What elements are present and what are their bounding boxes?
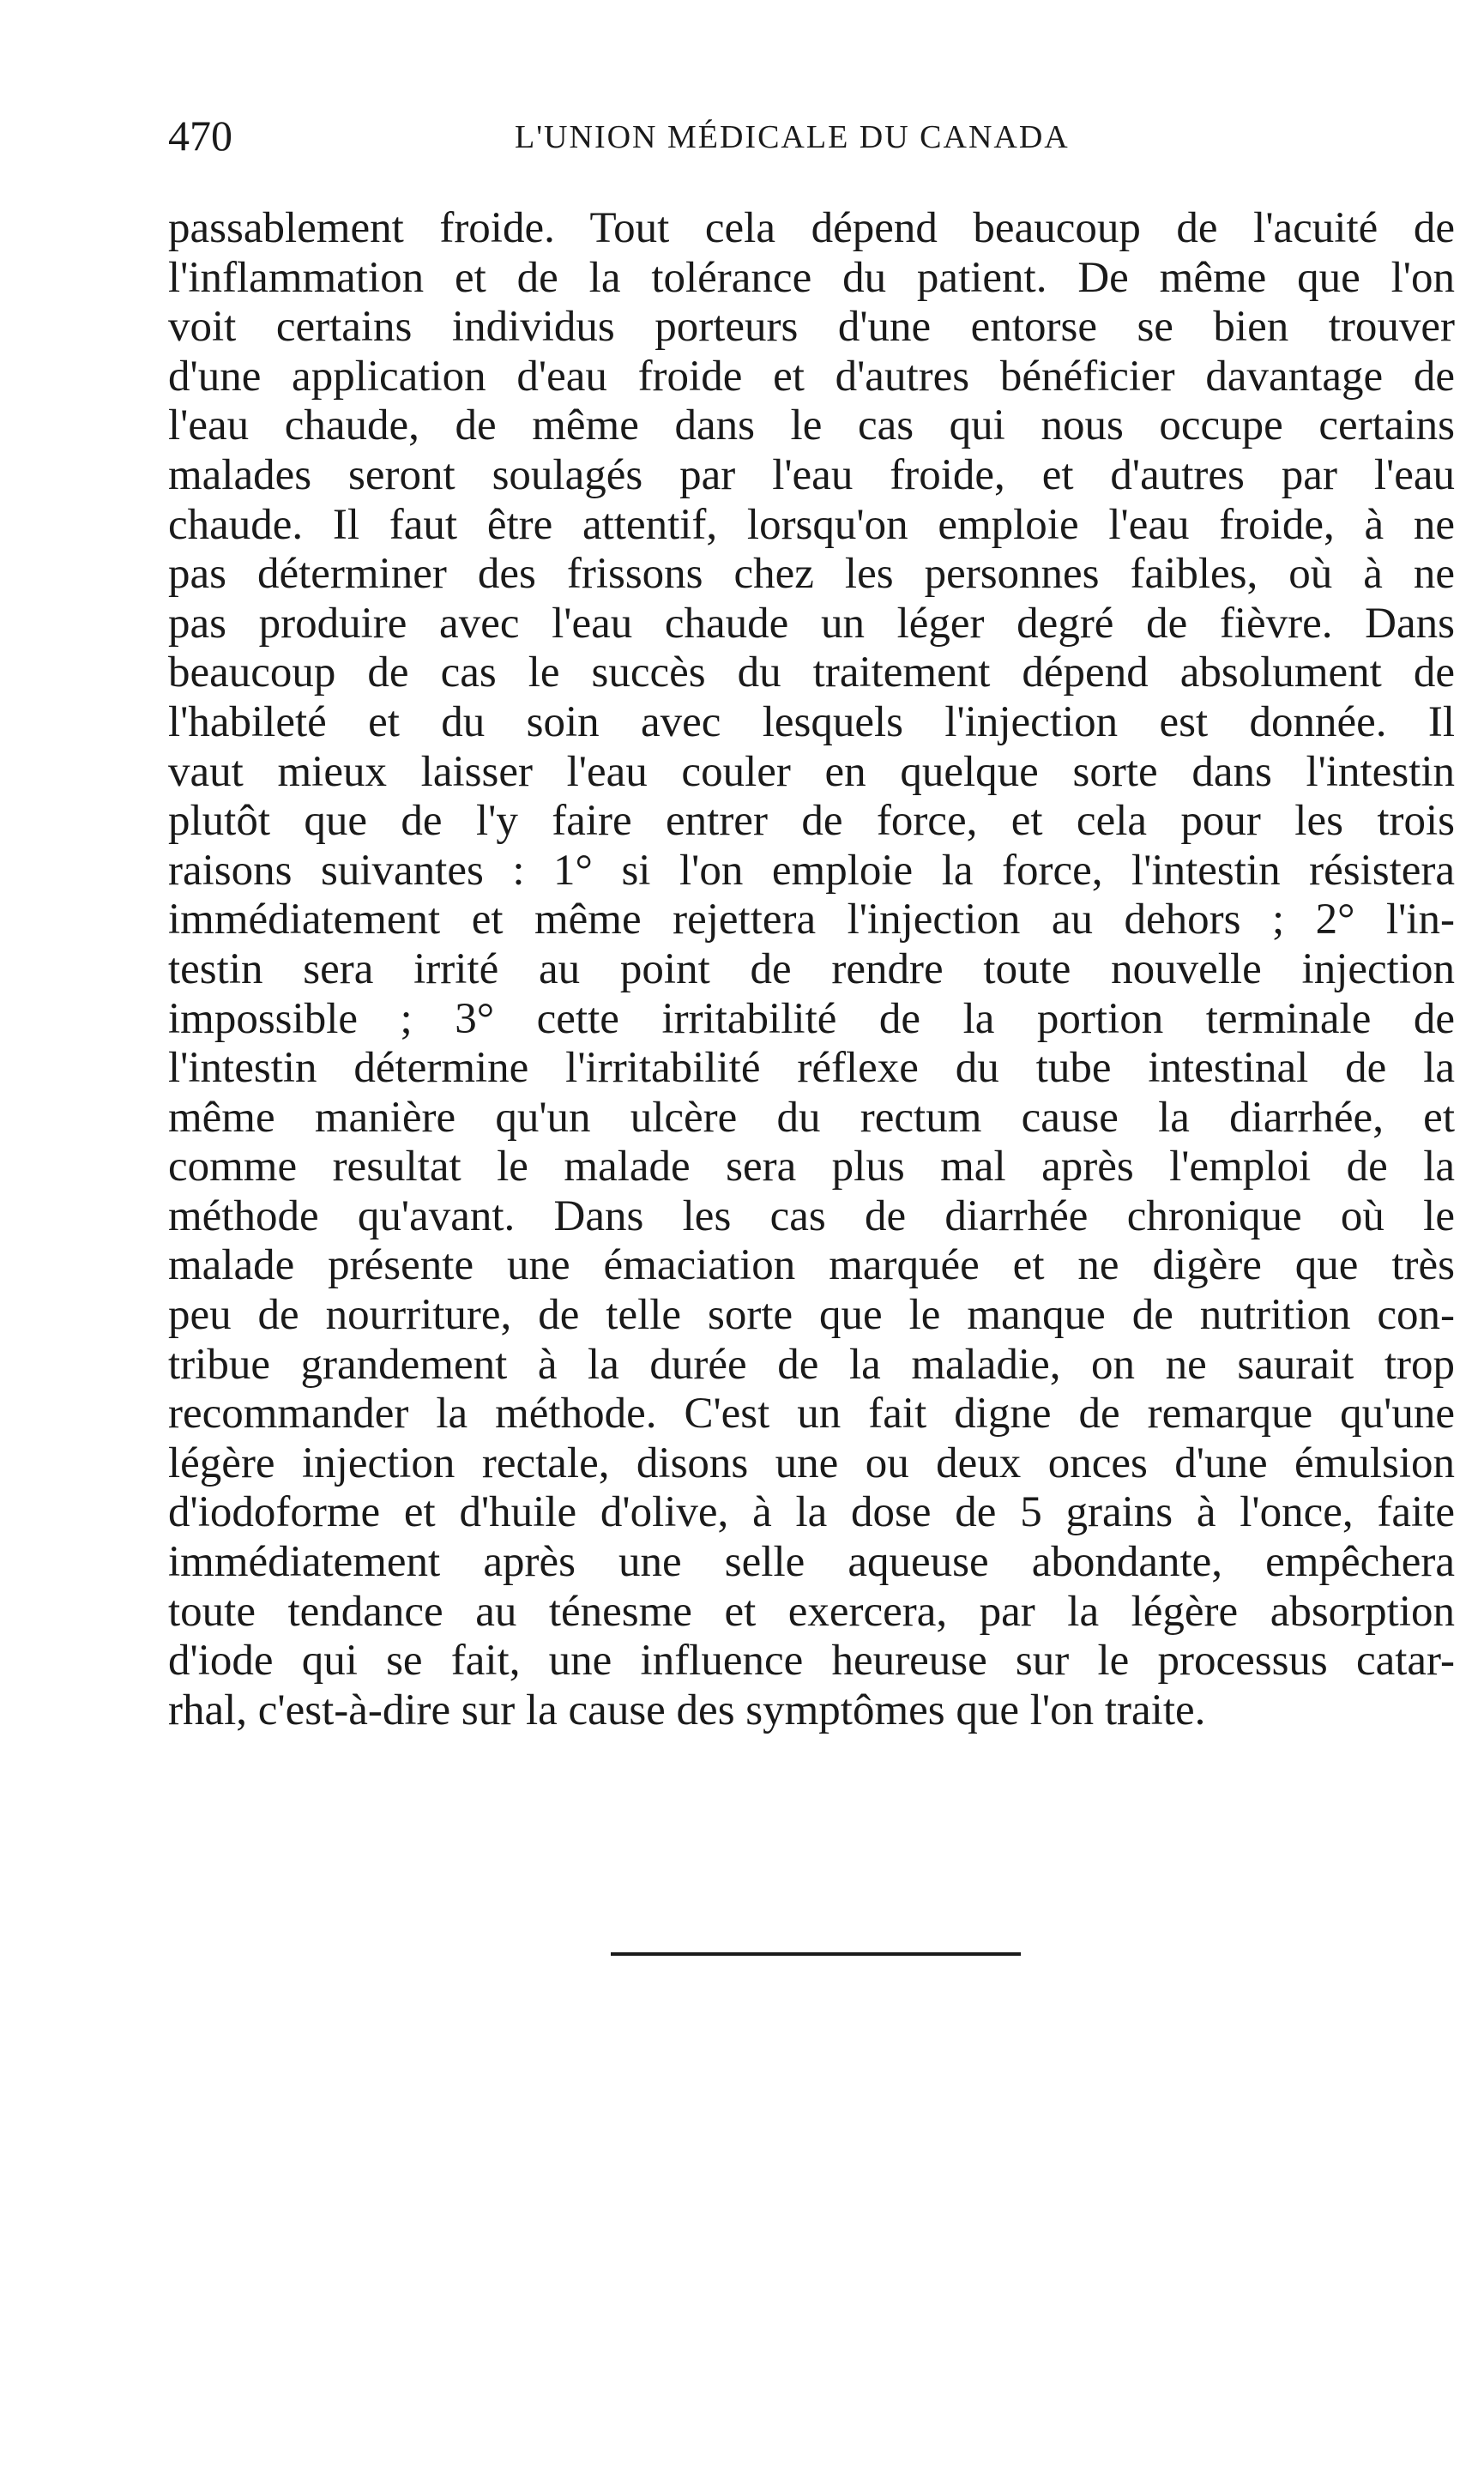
text-line: voit certains individus porteurs d'une entorse se bien trouver [168,303,1455,352]
text-line: plutôt que de l'y faire entrer de force, et cela pour les trois [168,797,1455,846]
text-line: malades seront soulagés par l'eau froide, et d'autres par l'eau [168,450,1455,499]
text-line: chaude. Il faut être attentif, lorsqu'on emploie l'eau froide, à ne [168,500,1455,549]
text-line: raisons suivantes : 1° si l'on emploie la force, l'intestin résistera [168,846,1455,895]
text-line: impossible ; 3° cette irritabilité de la portion terminale de [168,994,1455,1043]
text-line: beaucoup de cas le succès du traitement dépend absolument de [168,648,1455,697]
page-header [168,110,1455,161]
text-line: méthode qu'avant. Dans les cas de diarrhée chronique où le [168,1191,1455,1240]
text-line: pas produire avec l'eau chaude un léger degré de fièvre. Dans [168,599,1455,648]
text-line: comme resultat le malade sera plus mal après l'emploi de la [168,1143,1455,1191]
text-line: vaut mieux laisser l'eau couler en quelque sorte dans l'intestin [168,747,1455,796]
text-line: rhal, c'est-à-dire sur la cause des symptômes que l'on traite. [168,1686,1206,1734]
text-line: immédiatement et même rejettera l'injection au dehors ; 2° l'in- [168,896,1455,944]
text-line: passablement froide. Tout cela dépend beaucoup de l'acuité de [168,204,1455,252]
page-number: 470 [168,112,232,160]
text-line: immédiatement après une selle aqueuse abondante, empêchera [168,1538,1455,1587]
text-line: pas déterminer des frissons chez les personnes faibles, où à ne [168,550,1455,599]
text-line: tribue grandement à la durée de la maladie, on ne saurait trop [168,1340,1455,1389]
running-title: L'UNION MÉDICALE DU CANADA [515,119,1070,155]
text-line: d'iodoforme et d'huile d'olive, à la dose de 5 grains à l'once, faite [168,1488,1455,1537]
text-line: malade présente une émaciation marquée et ne digère que très [168,1241,1455,1290]
text-line: peu de nourriture, de telle sorte que le manque de nutrition con- [168,1291,1455,1340]
text-line: recommander la méthode. C'est un fait digne de remarque qu'une [168,1390,1455,1439]
text-line: d'une application d'eau froide et d'autres bénéficier davantage de [168,352,1455,401]
text-line: l'intestin détermine l'irritabilité réflexe du tube intestinal de la [168,1044,1455,1093]
text-line: testin sera irrité au point de rendre toute nouvelle injection [168,944,1455,993]
text-line: l'eau chaude, de même dans le cas qui nous occupe certains [168,401,1455,450]
text-line: l'habileté et du soin avec lesquels l'injection est donnée. Il [168,697,1455,746]
text-line: d'iode qui se fait, une influence heureuse sur le processus catar- [168,1637,1455,1686]
body-text [168,204,1455,1735]
text-line: toute tendance au ténesme et exercera, par la légère absorption [168,1587,1455,1636]
text-line: même manière qu'un ulcère du rectum cause la diarrhée, et [168,1093,1455,1142]
text-line: légère injection rectale, disons une ou deux onces d'une émulsion [168,1439,1455,1487]
text-line: l'inflammation et de la tolérance du patient. De même que l'on [168,253,1455,302]
end-rule [611,1952,1021,1956]
